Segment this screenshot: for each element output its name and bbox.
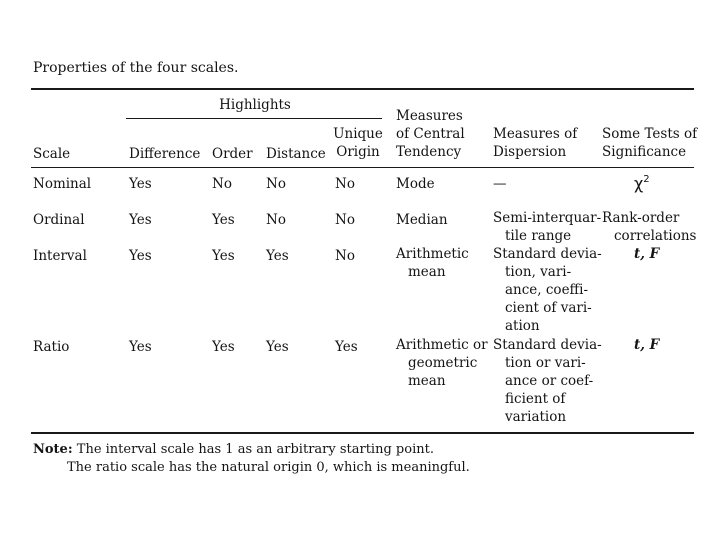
cell-central: Arithmetic mean (396, 246, 469, 280)
cell-difference: Yes (129, 212, 152, 228)
note-line-2: The ratio scale has the natural origin 0, which is meaningful. (67, 460, 470, 475)
top-rule (31, 88, 694, 90)
cell-order: Yes (212, 212, 235, 228)
cell-significance (634, 174, 650, 193)
table-title: Properties of the four scales. (33, 60, 239, 76)
cell-origin: Yes (335, 339, 358, 355)
cell-difference: Yes (129, 248, 152, 264)
cell-order: No (212, 176, 232, 192)
cell-significance: t, F (634, 246, 660, 262)
cell-scale: Ratio (33, 339, 70, 355)
cell-central: Median (396, 212, 448, 228)
cell-dispersion: Standard devia- tion, vari- ance, coeffi- cient of vari- ation (493, 246, 602, 334)
cell-scale: Nominal (33, 176, 92, 192)
header-scale: Scale (33, 146, 71, 162)
note-line-1: The interval scale has 1 as an arbitrary starting point. (76, 442, 434, 457)
cell-difference: Yes (129, 339, 152, 355)
cell-dispersion: Semi-interquar- tile range (493, 210, 602, 244)
cell-distance: No (266, 176, 286, 192)
cell-origin: No (335, 248, 355, 264)
cell-distance: Yes (266, 248, 289, 264)
chi-exponent: 2 (643, 174, 650, 185)
header-significance: Some Tests of Significance (602, 126, 698, 160)
header-dispersion: Measures of Dispersion (493, 126, 578, 160)
cell-significance: Rank-order correlations (602, 210, 697, 244)
cell-origin: No (335, 176, 355, 192)
table-note (33, 441, 470, 477)
header-unique-origin: Unique Origin (333, 126, 383, 160)
cell-significance: t, F (634, 337, 660, 353)
highlights-underline (126, 118, 382, 119)
cell-difference: Yes (129, 176, 152, 192)
bottom-rule (31, 432, 694, 434)
cell-central: Mode (396, 176, 435, 192)
cell-distance: Yes (266, 339, 289, 355)
header-rule (31, 167, 694, 168)
cell-scale: Ordinal (33, 212, 85, 228)
cell-scale: Interval (33, 248, 87, 264)
cell-order: Yes (212, 339, 235, 355)
cell-distance: No (266, 212, 286, 228)
cell-central: Arithmetic or geometric mean (396, 337, 488, 389)
cell-origin: No (335, 212, 355, 228)
cell-dispersion: — (493, 176, 507, 192)
cell-dispersion: Standard devia- tion or vari- ance or coef- ficient of variation (493, 337, 602, 425)
header-difference: Difference (129, 146, 201, 162)
highlights-header: Highlights (219, 97, 291, 113)
note-label: Note: (33, 442, 73, 457)
cell-order: Yes (212, 248, 235, 264)
header-order: Order (212, 146, 253, 162)
chi-symbol: χ (634, 174, 644, 193)
header-central-tendency: Measures of Central Tendency (396, 108, 465, 160)
header-distance: Distance (266, 146, 326, 162)
